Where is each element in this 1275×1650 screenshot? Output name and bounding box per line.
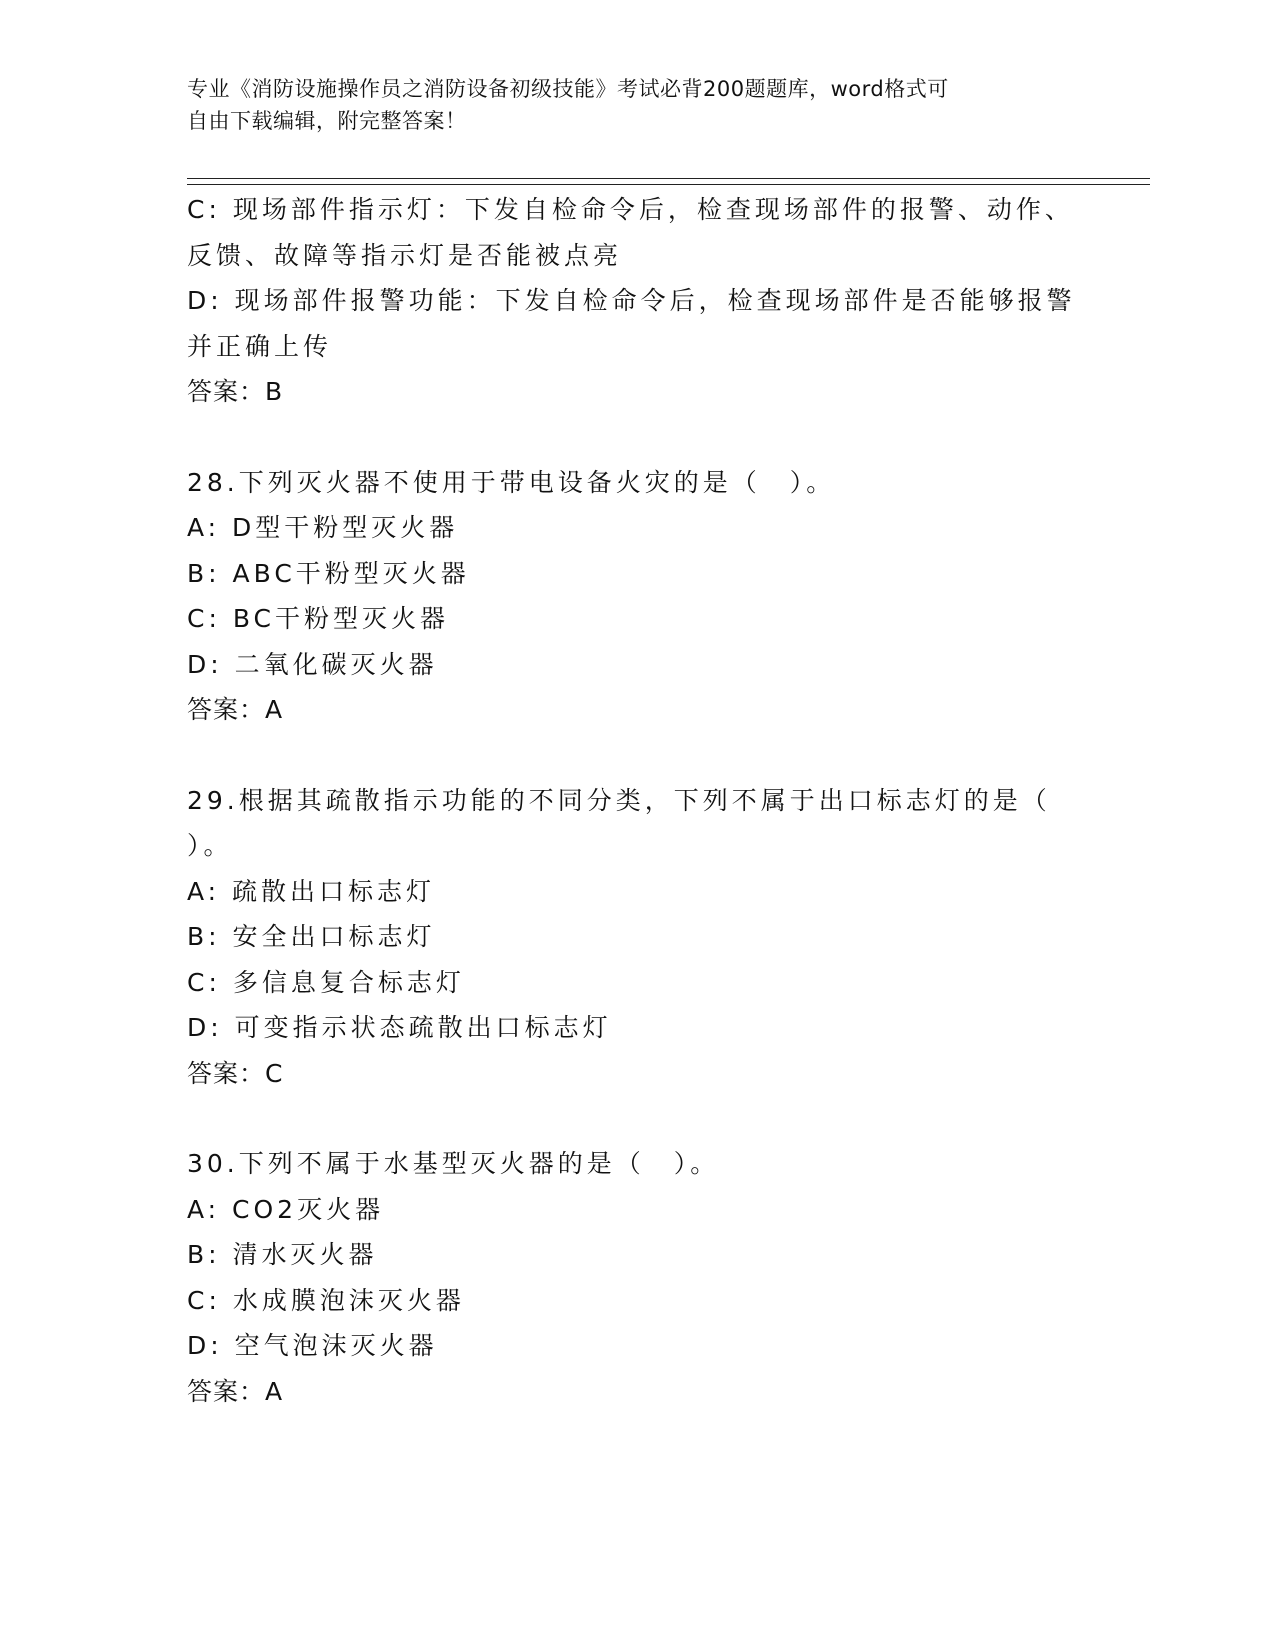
question-stem: 30.下列不属于水基型灭火器的是（ ）。	[187, 1149, 720, 1178]
option-c: C: 多信息复合标志灯	[187, 967, 465, 997]
option-c: C: 水成膜泡沫灭火器	[187, 1285, 465, 1315]
header-line-2: 自由下载编辑，附完整答案！	[187, 109, 467, 133]
option-line: C: 现场部件指示灯：下发自检命令后，检查现场部件的报警、动作、	[187, 195, 1074, 224]
option-d: D: 空气泡沫灭火器	[187, 1331, 438, 1360]
header-line-1: 专业《消防设施操作员之消防设备初级技能》考试必背200题题库，word格式可	[187, 77, 949, 101]
header-divider-top	[187, 178, 1150, 179]
question-content	[187, 187, 1107, 1414]
answer-line: 答案：A	[187, 1376, 284, 1406]
option-a: A: CO2灭火器	[187, 1194, 385, 1224]
question-stem: 29.根据其疏散指示功能的不同分类，下列不属于出口标志灯的是（	[187, 785, 1051, 815]
option-d: D: 二氧化碳灭火器	[187, 649, 438, 679]
option-b: B: 清水灭火器	[187, 1240, 378, 1269]
option-line: D: 现场部件报警功能：下发自检命令后，检查现场部件是否能够报警	[187, 286, 1076, 315]
option-a: A: D型干粉型灭火器	[187, 513, 459, 542]
option-b: B: ABC干粉型灭火器	[187, 558, 470, 588]
header-divider-bottom	[187, 184, 1150, 185]
option-d: D: 可变指示状态疏散出口标志灯	[187, 1013, 612, 1042]
question-30	[187, 1141, 1107, 1414]
option-line: 并正确上传	[187, 331, 333, 361]
option-line: 反馈、故障等指示灯是否能被点亮	[187, 240, 623, 270]
answer-line: 答案：C	[187, 1058, 284, 1088]
question-29	[187, 778, 1107, 1097]
answer-line: 答案：B	[187, 377, 284, 406]
question-28	[187, 460, 1107, 733]
option-b: B: 安全出口标志灯	[187, 922, 436, 951]
answer-line: 答案：A	[187, 695, 284, 724]
continued-question	[187, 187, 1107, 415]
question-stem-continued: ）。	[187, 831, 233, 860]
option-a: A: 疏散出口标志灯	[187, 876, 436, 906]
question-stem: 28.下列灭火器不使用于带电设备火灾的是（ ）。	[187, 467, 836, 497]
document-header	[187, 73, 1067, 137]
option-c: C: BC干粉型灭火器	[187, 604, 449, 633]
